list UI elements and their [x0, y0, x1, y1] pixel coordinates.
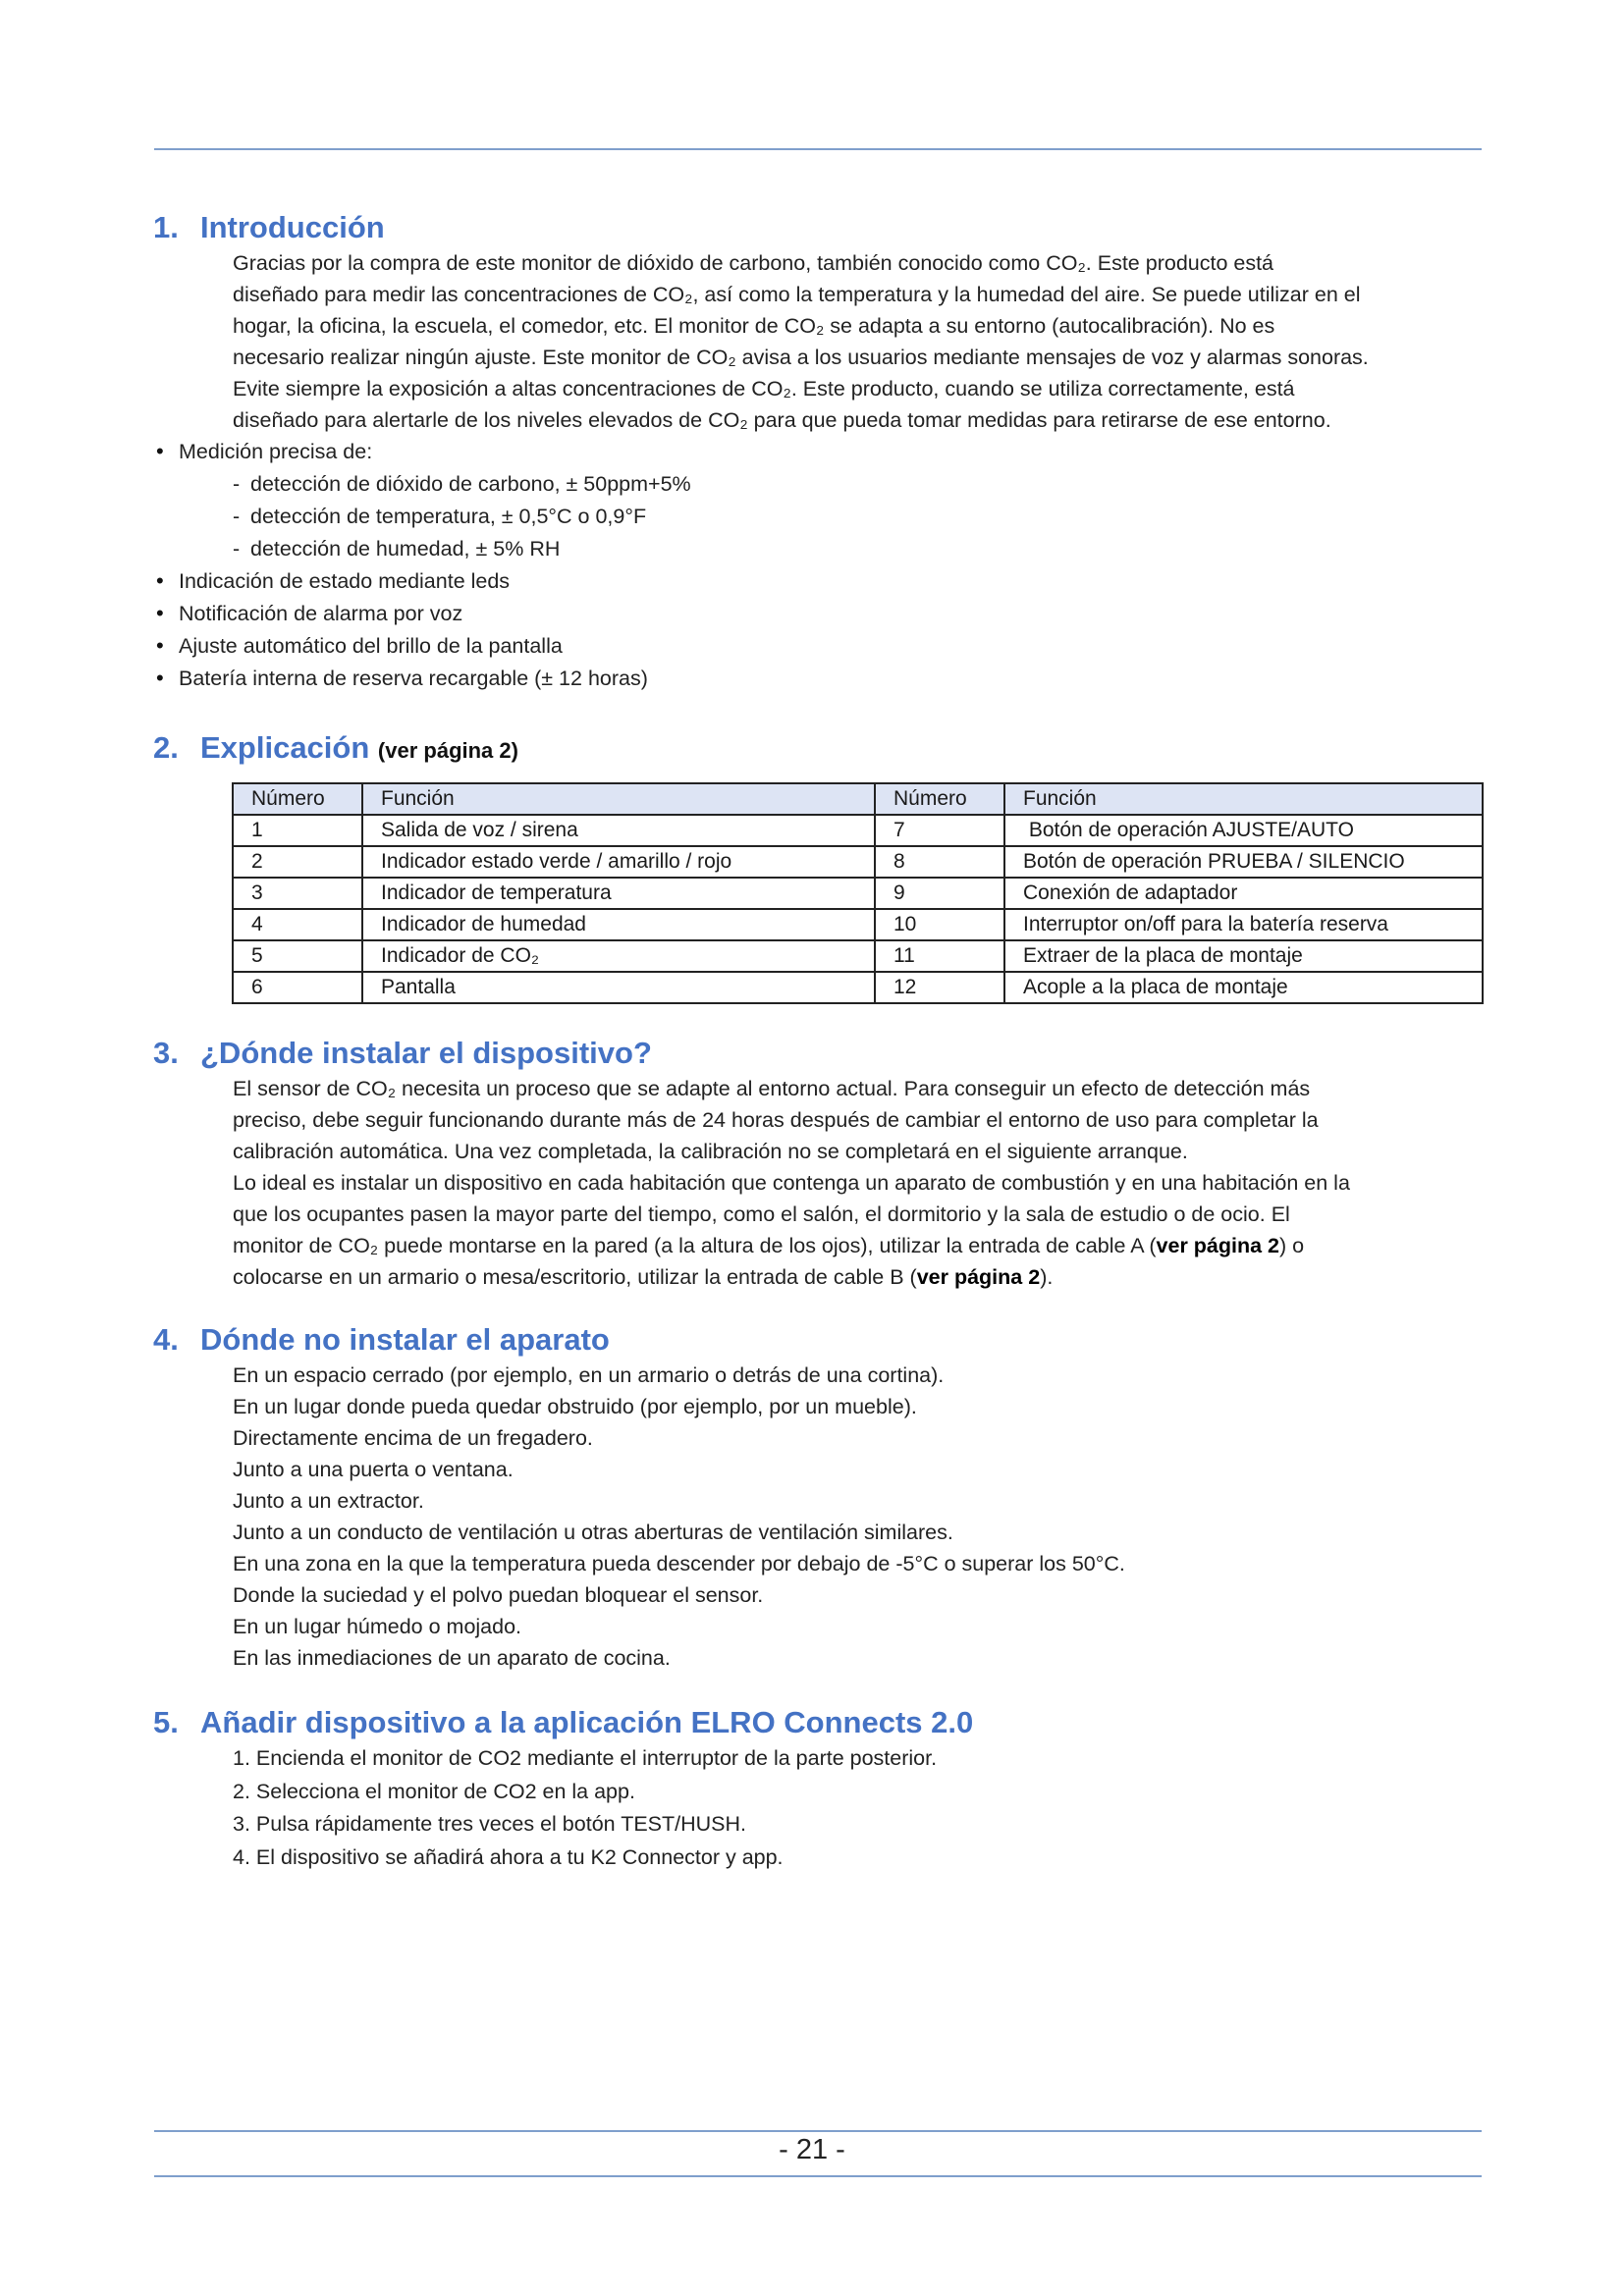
- step-item: 1. Encienda el monitor de CO2 mediante el interruptor de la parte posterior.: [233, 1746, 938, 1770]
- list-item: • Notificación de alarma por voz: [153, 598, 1489, 630]
- section-where-install: [153, 1034, 1489, 1293]
- table-cell: 5: [233, 940, 362, 972]
- table-row: [233, 815, 1483, 846]
- steps-list: [233, 1742, 1489, 1874]
- section-title: Añadir dispositivo a la aplicación ELRO Connects 2.0: [200, 1705, 974, 1739]
- list-item: • Ajuste automático del brillo de la pantalla: [153, 630, 1489, 663]
- install-paragraph: [233, 1073, 1489, 1293]
- table-cell: Indicador estado verde / amarillo / rojo: [362, 846, 875, 878]
- list-item: En un lugar donde pueda quedar obstruido (por ejemplo, por un mueble).: [233, 1395, 917, 1418]
- table-cell: Pantalla: [362, 972, 875, 1003]
- section-heading: 1. Introducción: [153, 210, 385, 244]
- list-item: En una zona en la que la temperatura pueda descender por debajo de -5°C o superar los 50°C.: [233, 1552, 1125, 1575]
- section-title: Dónde no instalar el aparato: [200, 1322, 610, 1357]
- table-row: [233, 878, 1483, 909]
- paragraph-line: calibración automática. Una vez completada, la calibración no se completará en el siguiente arranque.: [233, 1140, 1188, 1163]
- table-row: [233, 972, 1483, 1003]
- table-row: [233, 909, 1483, 940]
- list-item: Junto a un conducto de ventilación u otras aberturas de ventilación similares.: [233, 1521, 953, 1544]
- paragraph-line: Evite siempre la exposición a altas concentraciones de CO₂. Este producto, cuando se utiliza correctamente, está: [233, 377, 1295, 400]
- paragraph-line: hogar, la oficina, la escuela, el comedor, etc. El monitor de CO₂ se adapta a su entorno (autocalibración). No es: [233, 314, 1275, 338]
- paragraph-line: Lo ideal es instalar un dispositivo en cada habitación que contenga un aparato de combustión y en una habitación en la: [233, 1171, 1350, 1195]
- page-reference: ver página 2: [1156, 1234, 1280, 1257]
- page-reference: (ver página 2): [377, 738, 518, 763]
- list-item: En un lugar húmedo o mojado.: [233, 1615, 522, 1638]
- section-introduction: [153, 208, 1489, 695]
- step-item: 4. El dispositivo se añadirá ahora a tu K2 Connector y app.: [233, 1844, 784, 1869]
- table-cell: Indicador de humedad: [362, 909, 875, 940]
- table-cell: Indicador de CO₂: [362, 940, 875, 972]
- section-title: Introducción: [200, 210, 385, 244]
- measurement-sublist: [179, 468, 1489, 565]
- paragraph-line: Gracias por la compra de este monitor de dióxido de carbono, también conocido como CO₂. Este producto está: [233, 251, 1274, 275]
- table-cell: 10: [875, 909, 1004, 940]
- list-item: • Medición precisa de: - detección de dióxido de carbono, ± 50ppm+5% - detección de temperatura, ± 0,5°C o 0,9°F - detección de humedad, ± 5% RH: [153, 436, 1489, 565]
- sub-list-item: - detección de dióxido de carbono, ± 50ppm+5%: [233, 472, 691, 496]
- paragraph-line: monitor de CO₂ puede montarse en la pared (a la altura de los ojos), utilizar la entrada de cable A (ver página 2) o: [233, 1234, 1305, 1257]
- paragraph-line: diseñado para medir las concentraciones de CO₂, así como la temperatura y la humedad del aire. Se puede utilizar en el: [233, 283, 1361, 306]
- table-cell: Interruptor on/off para la batería reserva: [1004, 909, 1483, 940]
- table-cell: 4: [233, 909, 362, 940]
- section-heading: 3. ¿Dónde instalar el dispositivo?: [153, 1036, 652, 1070]
- section-heading: 5. Añadir dispositivo a la aplicación ELRO Connects 2.0: [153, 1705, 974, 1739]
- column-header: Función: [362, 783, 875, 815]
- feature-list: [153, 436, 1489, 695]
- list-item: • Batería interna de reserva recargable (± 12 horas): [153, 663, 1489, 695]
- paragraph-line: El sensor de CO₂ necesita un proceso que se adapte al entorno actual. Para conseguir un efecto de detección más: [233, 1077, 1311, 1100]
- list-item: En un espacio cerrado (por ejemplo, en un armario o detrás de una cortina).: [233, 1363, 945, 1387]
- function-table: [232, 782, 1484, 1004]
- table-cell: 9: [875, 878, 1004, 909]
- table-cell: Botón de operación PRUEBA / SILENCIO: [1004, 846, 1483, 878]
- table-cell: 7: [875, 815, 1004, 846]
- column-header: Función: [1004, 783, 1483, 815]
- section-where-not-install: [153, 1320, 1489, 1674]
- table-cell: Acople a la placa de montaje: [1004, 972, 1483, 1003]
- paragraph-line: diseñado para alertarle de los niveles elevados de CO₂ para que pueda tomar medidas para retirarse de ese entorno.: [233, 408, 1331, 432]
- section-heading: 2. Explicación (ver página 2): [153, 730, 518, 765]
- column-header: Número: [875, 783, 1004, 815]
- list-item: En las inmediaciones de un aparato de cocina.: [233, 1646, 671, 1670]
- footer-rule-top: [154, 2130, 1482, 2132]
- step-item: 3. Pulsa rápidamente tres veces el botón TEST/HUSH.: [233, 1812, 747, 1836]
- paragraph-line: que los ocupantes pasen la mayor parte del tiempo, como el salón, el dormitorio y la sala de estudio o de ocio. El: [233, 1202, 1290, 1226]
- table-cell: Salida de voz / sirena: [362, 815, 875, 846]
- paragraph-line: necesario realizar ningún ajuste. Este monitor de CO₂ avisa a los usuarios mediante mensajes de voz y alarmas sonoras.: [233, 346, 1369, 369]
- table-cell: Botón de operación AJUSTE/AUTO: [1004, 815, 1483, 846]
- list-item: • Indicación de estado mediante leds: [153, 565, 1489, 598]
- table-row: [233, 846, 1483, 878]
- intro-paragraph: [233, 247, 1489, 436]
- not-install-list: [233, 1360, 1489, 1674]
- section-explanation: [153, 728, 1489, 1004]
- list-item: Directamente encima de un fregadero.: [233, 1426, 593, 1450]
- section-heading: 4. Dónde no instalar el aparato: [153, 1322, 610, 1357]
- list-item: Junto a un extractor.: [233, 1489, 424, 1513]
- table-cell: 1: [233, 815, 362, 846]
- list-item: Junto a una puerta o ventana.: [233, 1458, 514, 1481]
- page-number: - 21 -: [779, 2134, 845, 2165]
- table-cell: 6: [233, 972, 362, 1003]
- column-header: Número: [233, 783, 362, 815]
- section-add-device: [153, 1703, 1489, 1874]
- page-reference: ver página 2: [916, 1265, 1041, 1289]
- paragraph-line: colocarse en un armario o mesa/escritorio, utilizar la entrada de cable B (ver página 2).: [233, 1265, 1054, 1289]
- list-item: Donde la suciedad y el polvo puedan bloquear el sensor.: [233, 1583, 764, 1607]
- sub-list-item: - detección de humedad, ± 5% RH: [233, 537, 561, 561]
- footer-rule-bottom: [154, 2175, 1482, 2177]
- table-cell: 12: [875, 972, 1004, 1003]
- table-cell: Indicador de temperatura: [362, 878, 875, 909]
- table-cell: 3: [233, 878, 362, 909]
- document-body: [153, 208, 1489, 1874]
- section-title: ¿Dónde instalar el dispositivo?: [200, 1036, 652, 1070]
- table-header-row: [233, 783, 1483, 815]
- table-cell: 11: [875, 940, 1004, 972]
- table-cell: 8: [875, 846, 1004, 878]
- step-item: 2. Selecciona el monitor de CO2 en la app.: [233, 1779, 635, 1803]
- table-cell: Extraer de la placa de montaje: [1004, 940, 1483, 972]
- sub-list-item: - detección de temperatura, ± 0,5°C o 0,9°F: [233, 505, 647, 528]
- section-title: Explicación: [200, 730, 370, 765]
- header-rule: [154, 148, 1482, 150]
- table-cell: 2: [233, 846, 362, 878]
- table-row: [233, 940, 1483, 972]
- table-cell: Conexión de adaptador: [1004, 878, 1483, 909]
- paragraph-line: preciso, debe seguir funcionando durante más de 24 horas después de cambiar el entorno de uso para completar la: [233, 1108, 1319, 1132]
